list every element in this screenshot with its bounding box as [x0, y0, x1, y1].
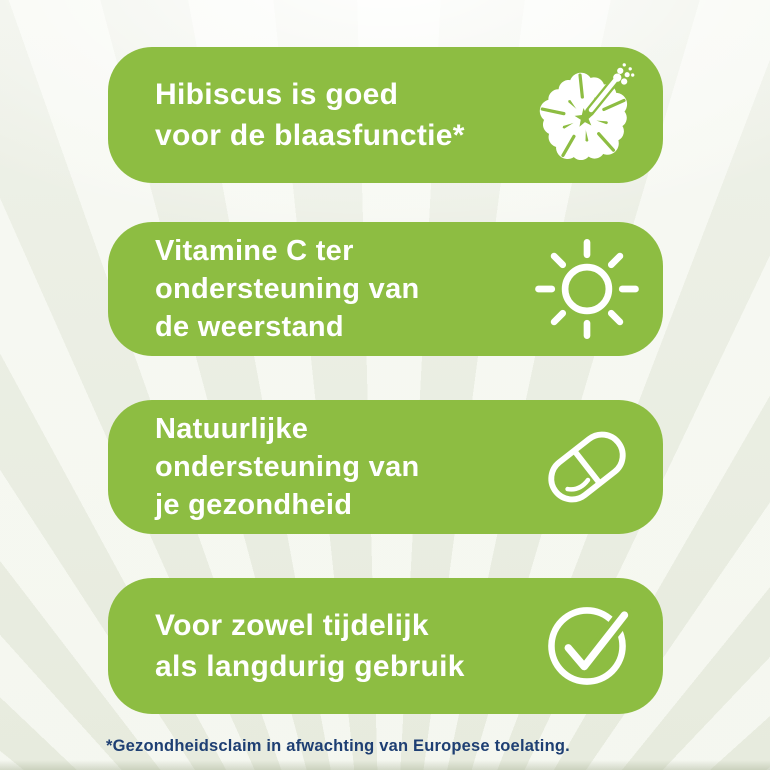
benefit-line: je gezondheid	[155, 489, 353, 521]
benefit-line: de weerstand	[155, 311, 344, 343]
capsule-icon	[527, 404, 647, 530]
benefit-line: voor de blaasfunctie*	[155, 119, 465, 152]
benefit-line: Vitamine C ter	[155, 235, 354, 267]
benefit-text-natuurlijk	[108, 410, 527, 524]
benefit-line: Voor zowel tijdelijk	[155, 609, 429, 642]
check-circle-icon	[527, 583, 647, 709]
benefit-line: ondersteuning van	[155, 451, 420, 483]
benefit-panel-natuurlijk	[108, 400, 663, 534]
benefit-line: Hibiscus is goed	[155, 78, 399, 111]
benefit-line: Natuurlijke	[155, 413, 309, 445]
sun-icon	[527, 226, 647, 352]
benefit-panel-vitamine-c	[108, 222, 663, 356]
benefit-panel-gebruik	[108, 578, 663, 714]
benefit-text-hibiscus	[108, 74, 527, 156]
hibiscus-flower-icon	[527, 52, 647, 178]
benefit-line: ondersteuning van	[155, 273, 420, 305]
benefit-text-gebruik	[108, 605, 527, 687]
benefit-line: als langdurig gebruik	[155, 650, 465, 683]
benefit-text-vitamine-c	[108, 232, 527, 346]
benefit-panel-hibiscus	[108, 47, 663, 183]
footnote-health-claim: *Gezondheidsclaim in afwachting van Europese toelating.	[106, 737, 570, 755]
